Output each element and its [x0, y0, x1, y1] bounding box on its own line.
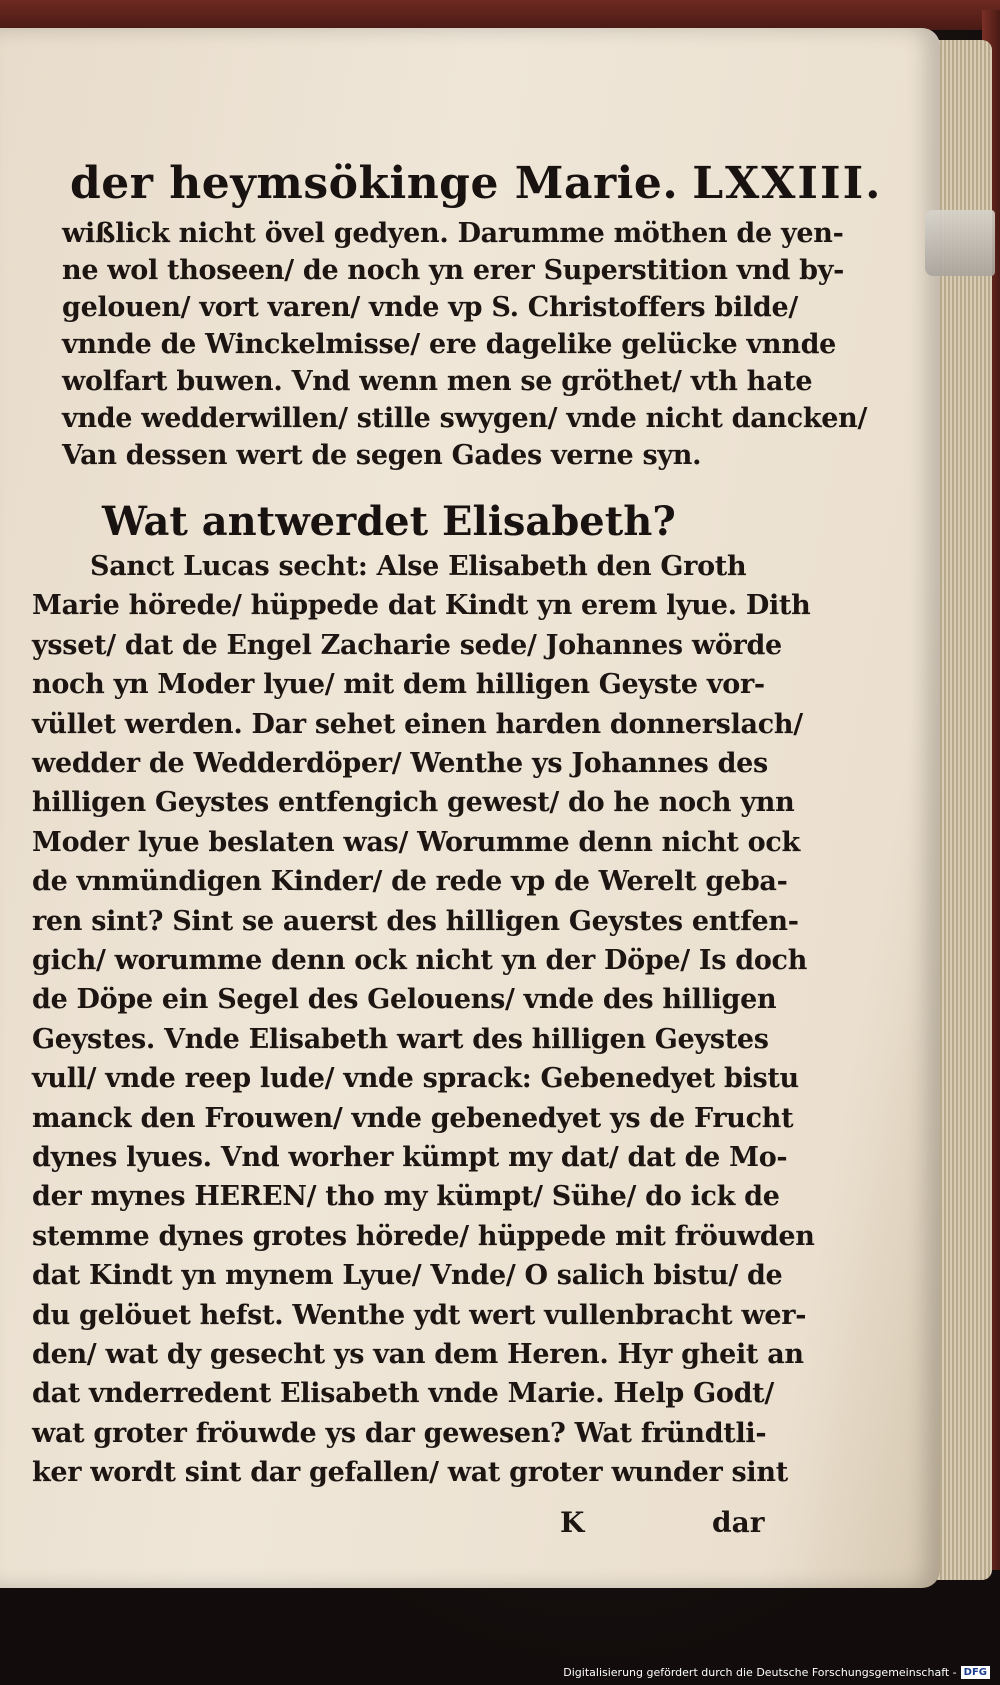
text-line: Moder lyue beslaten was/ Worumme denn nicht ock	[32, 826, 800, 858]
text-line: gich/ worumme denn ock nicht yn der Döpe/ Is doch	[32, 945, 808, 976]
text-line: gelouen/ vort varen/ vnde vp S. Christoffers bilde/	[62, 292, 798, 323]
text-line: Sanct Lucas secht: Alse Elisabeth den Groth	[90, 551, 747, 582]
text-line: Geystes. Vnde Elisabeth wart des hilligen Geystes	[32, 1023, 769, 1055]
text-line: vnde wedderwillen/ stille swygen/ vnde nicht dancken/	[62, 403, 868, 434]
text-line: wißlick nicht övel gedyen. Darumme möthen de yen-	[62, 218, 844, 249]
text-line: vull/ vnde reep lude/ vnde sprack: Gebenedyet bistu	[32, 1063, 799, 1095]
text-line: du gelöuet hefst. Wenthe ydt wert vullenbracht wer-	[32, 1299, 807, 1331]
text-line: ysset/ dat de Engel Zacharie sede/ Johannes wörde	[32, 629, 782, 661]
paragraph-2	[0, 28, 940, 1588]
footer-text: Digitalisierung gefördert durch die Deutsche Forschungsgemeinschaft -	[563, 1665, 957, 1679]
text-line: den/ wat dy gesecht ys van dem Heren. Hyr gheit an	[32, 1339, 804, 1370]
text-line: noch yn Moder lyue/ mit dem hilligen Geyste vor-	[32, 669, 765, 701]
text-line: wedder de Wedderdöper/ Wenthe ys Johannes des	[32, 748, 768, 779]
signature-mark: K	[560, 1506, 585, 1539]
text-line: wolfart buwen. Vnd wenn men se gröthet/ vth hate	[62, 366, 813, 397]
digitization-footer	[563, 1663, 990, 1681]
text-line: Van dessen wert de segen Gades verne syn.	[62, 440, 702, 471]
book-cover-top	[0, 0, 1000, 30]
text-line: dat vnderredent Elisabeth vnde Marie. Help Godt/	[32, 1378, 774, 1410]
text-line: de vnmündigen Kinder/ de rede vp de Werelt geba-	[32, 866, 788, 898]
text-line: ne wol thoseen/ de noch yn erer Superstition vnd by-	[62, 255, 845, 286]
text-line: der mynes HEREN/ tho my kümpt/ Sühe/ do ick de	[32, 1181, 780, 1213]
text-line: stemme dynes grotes hörede/ hüppede mit fröuwden	[32, 1220, 815, 1252]
text-line: dat Kindt yn mynem Lyue/ Vnde/ O salich bistu/ de	[32, 1260, 783, 1292]
header-title: der heymsökinge Marie.	[70, 158, 679, 209]
text-line: wat groter fröuwde ys dar gewesen? Wat fründtli-	[32, 1417, 767, 1449]
text-line: manck den Frouwen/ vnde gebenedyet ys de Frucht	[32, 1102, 794, 1134]
text-line: Marie hörede/ hüppede dat Kindt yn erem lyue. Dith	[32, 590, 811, 622]
catchword: dar	[712, 1506, 765, 1539]
book-page	[0, 28, 940, 1588]
text-line: ren sint? Sint se auerst des hilligen Geystes entfen-	[32, 905, 799, 937]
text-line: hilligen Geystes entfengich gewest/ do he noch ynn	[32, 787, 795, 819]
text-line: ker wordt sint dar gefallen/ wat groter wunder sint	[32, 1457, 788, 1489]
dfg-logo: DFG	[961, 1666, 990, 1679]
text-line: dynes lyues. Vnd worher kümpt my dat/ dat de Mo-	[32, 1142, 788, 1173]
page-clip	[925, 210, 995, 276]
text-line: de Döpe ein Segel des Gelouens/ vnde des hilligen	[32, 984, 777, 1016]
section-heading: Wat antwerdet Elisabeth?	[102, 498, 676, 545]
folio-number: LXXIII.	[692, 158, 883, 209]
text-line: vnnde de Winckelmisse/ ere dagelike gelücke vnnde	[62, 329, 837, 360]
text-line: vüllet werden. Dar sehet einen harden donnerslach/	[32, 708, 803, 740]
